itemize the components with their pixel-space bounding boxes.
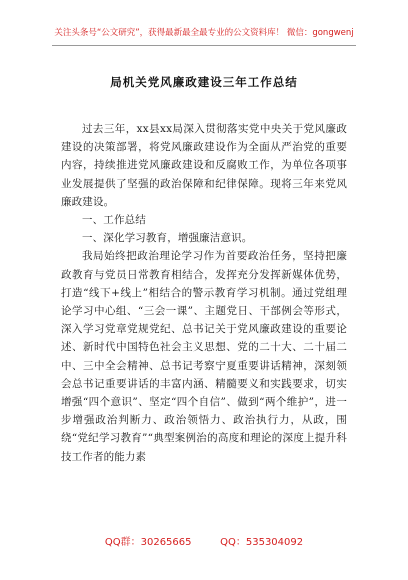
footer-qq-group: QQ群：30265665 xyxy=(104,537,192,548)
document-title: 局机关党风廉政建设三年工作总结 xyxy=(110,75,298,89)
body-paragraph: 我局始终把政治理论学习作为首要政治任务，坚持把廉政教育与党员日常教育相结合，发挥充分发挥新媒体优势，打造“线下+线上”相结合的警示教育学习机制。通过党组理论学习中心组、“三会一课”、主题党日、干部例会等形式，深入学习党章党规党纪、总书记关于党风廉政建设的重要论述、新时代中国特色社会主义思想、党的二十大、二十届二中、三中全会精神、总书记考察宁夏重要讲话精神，深刻领会总书记重要讲话的丰富内涵、精髓要义和实践要求，切实增强“四个意识”、坚定“四个自信”、做到“两个维护”，进一步增强政治判断力、政治领悟力、政治执行力，从政，围绕“党纪学习教育”“典型案例治的高度和理论的深度上提升科技工作者的能力素 xyxy=(61,250,347,463)
header-banner: 关注头条号“公文研究”，获得最新最全最专业的公文资料库！ 微信：gongwenj xyxy=(54,28,354,38)
header-divider xyxy=(52,45,356,46)
subsection-heading: 一、深化学习教育，增强廉洁意识。 xyxy=(82,232,253,245)
footer-qq-number: QQ：535304092 xyxy=(220,537,304,548)
footer-contact xyxy=(0,533,408,548)
intro-paragraph: 过去三年，xx县xx局深入贯彻落实党中央关于党风廉政建设的决策部署，将党风廉政建设作为全面从严治党的重要内容，持续推进党风廉政建设和反腐败工作，为单位各项事业发展提供了坚强的政治保障和纪律保障。现将三年来党风廉政建设。 xyxy=(61,123,347,208)
document-body xyxy=(61,120,347,466)
section-heading: 一、工作总结 xyxy=(82,214,146,227)
